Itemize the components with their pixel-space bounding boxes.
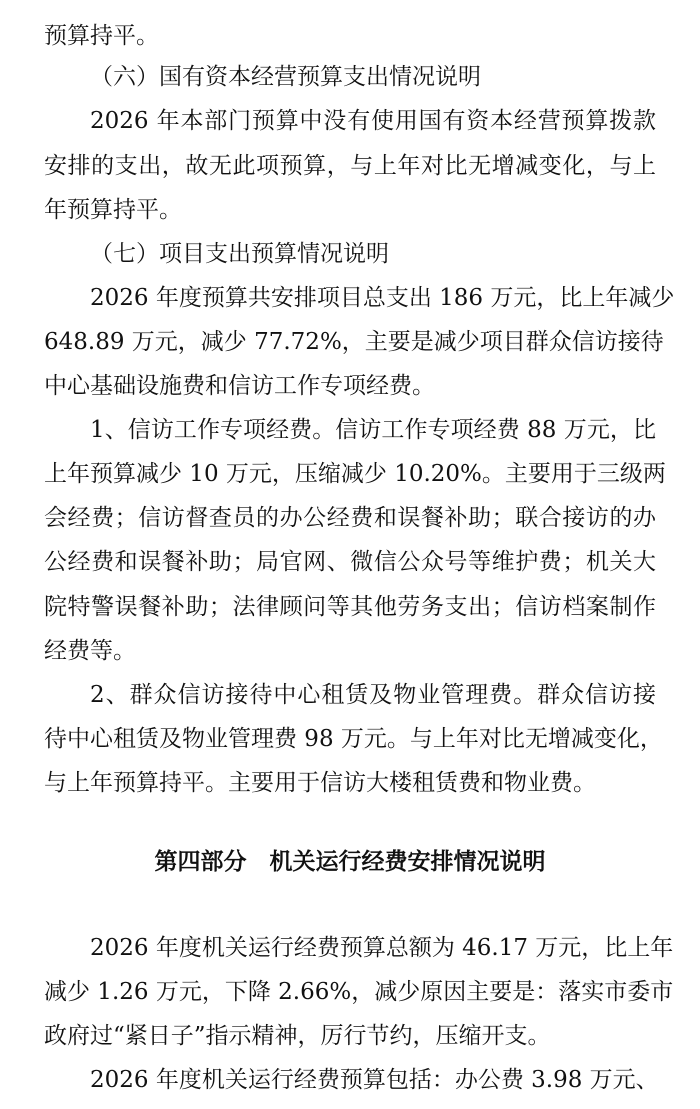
text-line: 2026 年度预算共安排项目总支出 186 万元，比上年减少 <box>90 285 675 311</box>
text-line: 待中心租赁及物业管理费 98 万元。与上年对比无增减变化， <box>44 726 663 752</box>
subsection-title: （六）国有资本经营预算支出情况说明 <box>90 64 481 90</box>
text-line: 2026 年度机关运行经费预算包括：办公费 3.98 万元、 <box>90 1067 659 1093</box>
text-line: 中心基础设施费和信访工作专项经费。 <box>44 373 435 399</box>
text-line: 年预算持平。 <box>44 197 182 223</box>
text-line: 会经费；信访督查员的办公经费和误餐补助；联合接访的办 <box>44 505 656 531</box>
text-line: 减少 1.26 万元，下降 2.66%，减少原因主要是：落实市委市 <box>44 979 674 1005</box>
text-line: 公经费和误餐补助；局官网、微信公众号等维护费；机关大 <box>44 549 656 575</box>
text-line: 政府过“紧日子”指示精神，厉行节约，压缩开支。 <box>44 1023 551 1049</box>
subsection-title: （七）项目支出预算情况说明 <box>90 241 389 267</box>
text-line: 上年预算减少 10 万元，压缩减少 10.20%。主要用于三级两 <box>44 461 666 487</box>
text-line: 648.89 万元，减少 77.72%，主要是减少项目群众信访接待 <box>44 329 664 355</box>
text-line: 预算持平。 <box>44 23 159 49</box>
text-line: 与上年预算持平。主要用于信访大楼租赁费和物业费。 <box>44 770 596 796</box>
text-line: 2026 年度机关运行经费预算总额为 46.17 万元，比上年 <box>90 935 674 961</box>
text-line: 2、群众信访接待中心租赁及物业管理费。群众信访接 <box>90 682 656 708</box>
section-heading: 第四部分 机关运行经费安排情况说明 <box>154 849 546 875</box>
text-line: 院特警误餐补助；法律顾问等其他劳务支出；信访档案制作 <box>44 594 656 620</box>
text-line: 安排的支出，故无此项预算，与上年对比无增减变化，与上 <box>44 153 656 179</box>
text-line: 经费等。 <box>44 638 136 664</box>
text-line: 1、信访工作专项经费。信访工作专项经费 88 万元，比 <box>90 417 656 443</box>
text-line: 2026 年本部门预算中没有使用国有资本经营预算拨款 <box>90 108 656 134</box>
